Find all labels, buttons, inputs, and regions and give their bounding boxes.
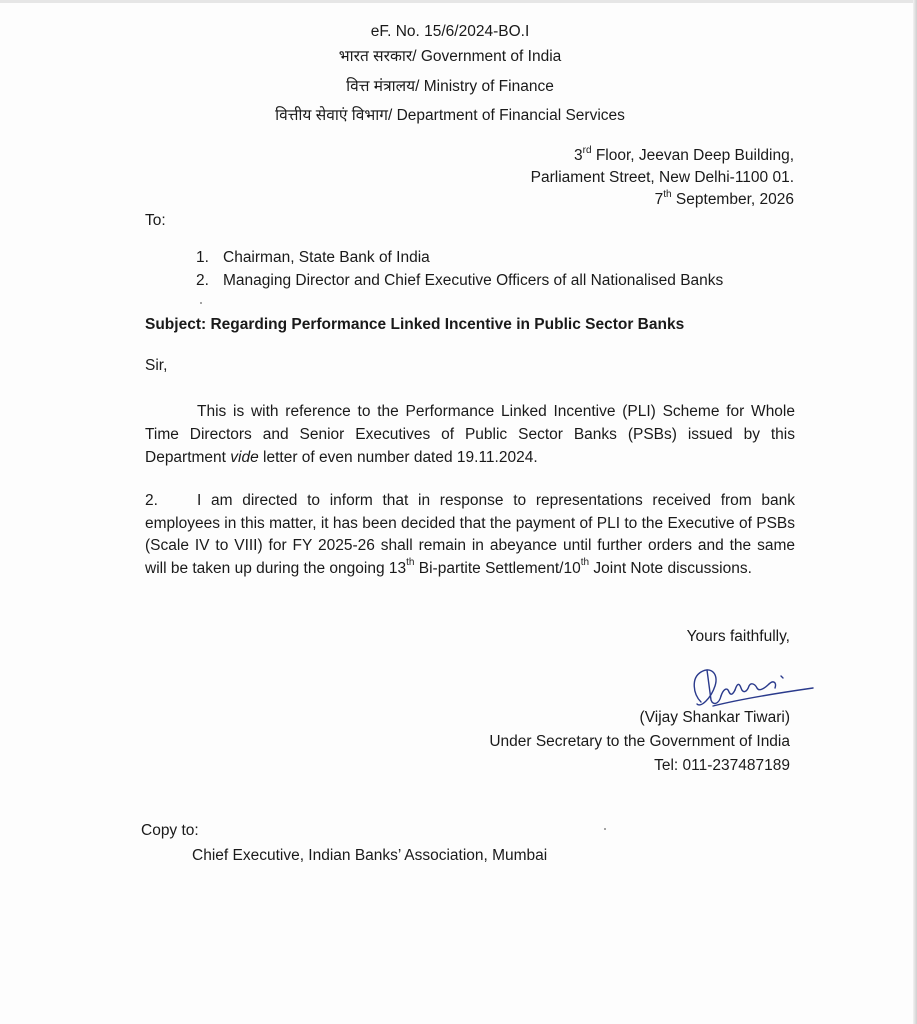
address-line-2: Parliament Street, New Delhi-1100 01.: [530, 169, 794, 186]
recipient-1-text: Chairman, State Bank of India: [223, 249, 430, 266]
copy-to-label: Copy to:: [141, 822, 199, 839]
recipient-1-number: 1.: [196, 249, 209, 266]
address-line-1: 3rd Floor, Jeevan Deep Building,: [573, 144, 794, 164]
government-line: भारत सरकार/ Government of India: [338, 48, 562, 65]
scan-speck: [200, 302, 202, 304]
subject-line: Subject: Regarding Performance Linked Incentive in Public Sector Banks: [145, 316, 685, 333]
file-number: eF. No. 15/6/2024-BO.I: [370, 23, 530, 40]
department-line: वित्तीय सेवाएं विभाग/ Department of Financial Services: [275, 107, 625, 124]
signatory-name: (Vijay Shankar Tiwari): [639, 709, 790, 726]
closing-salutation: Yours faithfully,: [686, 628, 790, 645]
recipient-2-number: 2.: [196, 272, 209, 289]
copy-to-recipient: Chief Executive, Indian Banks’ Association, Mumbai: [192, 847, 548, 864]
scan-edge-right: [913, 0, 917, 1024]
scan-speck: [604, 828, 606, 830]
signatory-designation: Under Secretary to the Government of India: [489, 733, 790, 750]
paragraph-2: 2. I am directed to inform that in response to representations received from bank employees in this matter, it has been decided that the payment of PLI to the Executive of PSBs (Scale IV to VIII) for FY 2025-26 shall remain in abeyance until further orders and the same will be taken up during the ongoing 13th Bi-partite Settlement/10th Joint Note discussions.: [145, 492, 795, 577]
ministry-line: वित्त मंत्रालय/ Ministry of Finance: [346, 78, 554, 95]
salutation: Sir,: [145, 357, 168, 374]
paragraph-2-number: 2.: [145, 492, 158, 509]
signatory-telephone: Tel: 011-237487189: [654, 757, 790, 774]
paragraph-1: This is with reference to the Performance Linked Incentive (PLI) Scheme for Whole Time Directors and Senior Executives of Public Sector Banks (PSBs) issued by this Department vide letter of even number dated 19.11.2024.: [145, 403, 795, 466]
to-label: To:: [145, 212, 166, 229]
recipient-2-text: Managing Director and Chief Executive Officers of all Nationalised Banks: [223, 272, 724, 289]
signatory-block: [489, 706, 790, 778]
scan-edge-top: [0, 0, 917, 3]
letter-date: 7th September, 2026: [654, 188, 794, 208]
